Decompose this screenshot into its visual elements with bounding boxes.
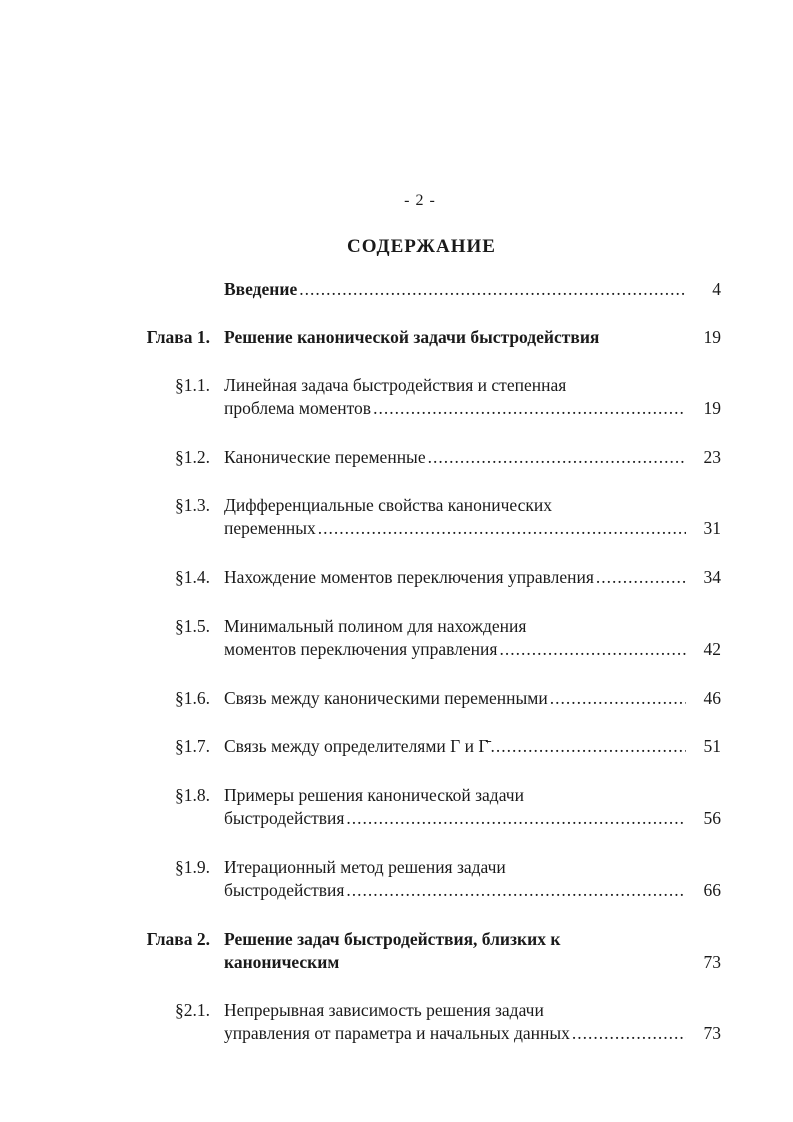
toc-section-label: §1.7. xyxy=(175,736,210,756)
toc-entry-text xyxy=(224,879,686,902)
dot-leader xyxy=(299,278,686,301)
toc-page-number: 31 xyxy=(703,518,721,538)
dot-leader xyxy=(550,687,686,710)
toc-entry-title-line2: управления от параметра и начальных данных xyxy=(224,1023,570,1043)
dot-leader xyxy=(318,517,686,540)
toc-entry-text xyxy=(224,517,686,540)
toc-entry-title-line2: переменных xyxy=(224,518,316,538)
toc-page-number: 23 xyxy=(703,447,721,467)
toc-section-label: §1.9. xyxy=(175,857,210,877)
toc-page-number: 19 xyxy=(703,398,721,418)
dot-leader xyxy=(499,638,686,661)
toc-page-number: 56 xyxy=(703,808,721,828)
toc-page-number: 73 xyxy=(703,952,721,972)
toc-page-number: 34 xyxy=(703,567,721,587)
dot-leader xyxy=(346,879,686,902)
toc-entry-title: Канонические переменные xyxy=(224,447,426,467)
toc-entry-text xyxy=(224,446,686,469)
toc-section-label: §2.1. xyxy=(175,1000,210,1020)
toc-page-number: 51 xyxy=(703,736,721,756)
dot-leader xyxy=(373,397,686,420)
toc-entry-title-line1: Непрерывная зависимость решения задачи xyxy=(224,1000,544,1020)
toc-chapter-label: Глава 2. xyxy=(146,929,210,949)
dot-leader xyxy=(346,807,686,830)
toc-entry-title-line1: Итерационный метод решения задачи xyxy=(224,857,506,877)
toc-entry-title-line1: Линейная задача быстродействия и степенная xyxy=(224,375,567,395)
toc-page-number: 73 xyxy=(703,1023,721,1043)
toc-entry-title-line2: быстродействия xyxy=(224,880,345,900)
page-title: СОДЕРЖАНИЕ xyxy=(347,236,496,257)
toc-section-label: §1.1. xyxy=(175,375,210,395)
toc-entry-text xyxy=(224,397,686,420)
toc-entry-title-line2: проблема моментов xyxy=(224,398,372,418)
toc-page-number: 46 xyxy=(703,688,721,708)
toc-section-label: §1.6. xyxy=(175,688,210,708)
toc-page-number: 42 xyxy=(703,639,721,659)
toc-chapter-label: Глава 1. xyxy=(146,327,210,347)
toc-entry-title-line2: каноническим xyxy=(224,952,340,972)
toc-entry-title: Связь между каноническими переменными xyxy=(224,688,548,708)
page-number: - 2 - xyxy=(404,192,436,209)
toc-entry-title: Введение xyxy=(224,279,298,299)
dot-leader xyxy=(596,566,686,589)
dot-leader xyxy=(572,1022,686,1045)
toc-entry-title-line1: Решение задач быстродействия, близких к xyxy=(224,929,561,949)
toc-section-label: §1.5. xyxy=(175,616,210,636)
toc-entry-title: Решение канонической задачи быстродействия xyxy=(224,327,600,347)
toc-page-number: 66 xyxy=(703,880,721,900)
toc-entry-text xyxy=(224,1022,686,1045)
toc-page-number: 19 xyxy=(703,327,721,347)
toc-entry-text xyxy=(224,807,686,830)
toc-section-label: §1.2. xyxy=(175,447,210,467)
toc-entry-title-line1: Дифференциальные свойства канонических xyxy=(224,495,553,515)
toc-page-number: 4 xyxy=(712,279,721,299)
toc-entry-text xyxy=(224,566,686,589)
dot-leader xyxy=(491,735,686,758)
toc-entry-text xyxy=(224,638,686,661)
toc-entry-text xyxy=(224,735,686,758)
toc-section-label: §1.4. xyxy=(175,567,210,587)
toc-entry-text xyxy=(224,687,686,710)
toc-section-label: §1.8. xyxy=(175,785,210,805)
toc-entry-title-line1: Минимальный полином для нахождения xyxy=(224,616,527,636)
dot-leader xyxy=(428,446,686,469)
toc-entry-title: Связь между определителями Г и Г̄ xyxy=(224,736,489,756)
toc-entry-title-line2: быстродействия xyxy=(224,808,345,828)
toc-entry-title-line1: Примеры решения канонической задачи xyxy=(224,785,524,805)
toc-entry-text xyxy=(224,278,686,301)
toc-entry-title-line2: моментов переключения управления xyxy=(224,639,498,659)
toc-entry-title: Нахождение моментов переключения управления xyxy=(224,567,594,587)
toc-section-label: §1.3. xyxy=(175,495,210,515)
